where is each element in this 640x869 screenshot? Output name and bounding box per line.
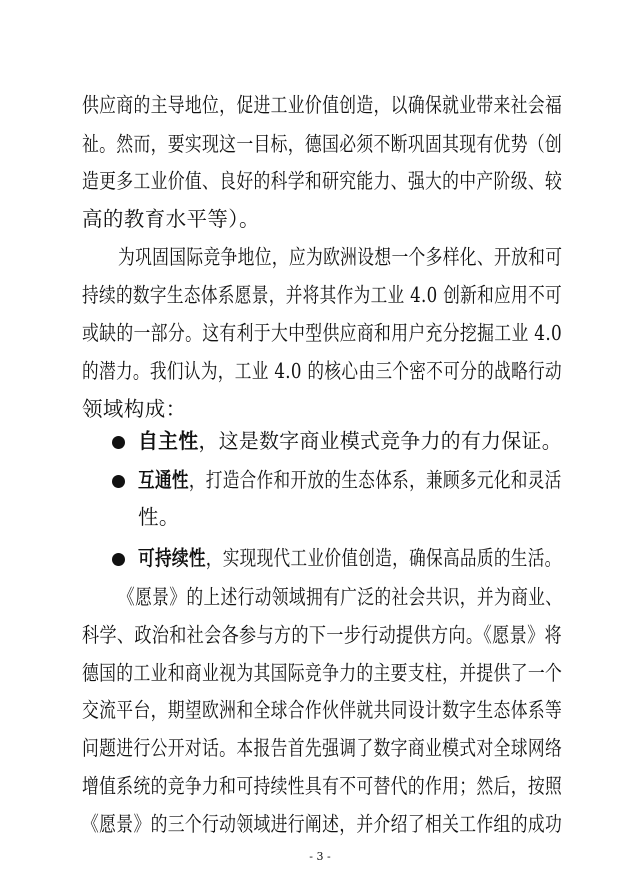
bullet-item-interoperability <box>138 466 562 494</box>
paragraph-3-line-6: 增值系统的竞争力和可持续性具有不可替代的作用；然后，按照 <box>82 774 563 798</box>
paragraph-3-line-2: 科学、政治和社会各参与方的下一步行动提供方向。《愿景》将 <box>82 623 562 647</box>
bullet-dot <box>112 436 125 449</box>
bullet-item-sustainability <box>138 544 562 572</box>
paragraph-1-line-1: 供应商的主导地位，促进工业价值创造，以确保就业带来社会福 <box>82 93 563 117</box>
paragraph-2-line-2: 持续的数字生态体系愿景，并将其作为工业 4.0 创新和应用不可 <box>82 283 563 307</box>
bullet-term: 互通性 <box>138 468 189 492</box>
paragraph-1-line-2: 祉。然而，要实现这一目标，德国必须不断巩固其现有优势（创 <box>82 132 563 156</box>
page-number: - 3 - <box>309 850 331 863</box>
paragraph-2-line-4: 的潜力。我们认为，工业 4.0 的核心由三个密不可分的战略行动 <box>82 359 563 383</box>
bullet-continuation: 性。 <box>138 505 180 529</box>
bullet-dot <box>112 553 125 566</box>
paragraph-3-line-1: 《愿景》的上述行动领域拥有广泛的社会共识，并为商业、 <box>118 585 563 609</box>
paragraph-3-line-7: 《愿景》的三个行动领域进行阐述，并介绍了相关工作组的成功 <box>82 812 563 836</box>
paragraph-1-line-4: 高的教育水平等）。 <box>82 207 260 231</box>
bullet-term: 可持续性 <box>138 546 206 570</box>
paragraph-3-line-5: 问题进行公开对话。本报告首先强调了数字商业模式对全球网络 <box>82 736 563 760</box>
paragraph-3-line-3: 德国的工业和商业视为其国际竞争力的主要支柱，并提供了一个 <box>82 661 563 685</box>
bullet-text: ，实现现代工业价值创造，确保高品质的生活。 <box>205 546 562 570</box>
bullet-text: ，这是数字商业模式竞争力的有力保证。 <box>198 429 562 453</box>
paragraph-1-line-3: 造更多工业价值、良好的科学和研究能力、强大的中产阶级、较 <box>82 169 563 193</box>
bullet-text: ，打造合作和开放的生态体系，兼顾多元化和灵活 <box>188 468 562 492</box>
paragraph-2-line-5: 领域构成： <box>82 397 187 421</box>
bullet-dot <box>112 475 125 488</box>
bullet-item-autonomy <box>138 427 562 455</box>
bullet-term: 自主性 <box>138 429 199 453</box>
paragraph-2-line-1: 为巩固国际竞争地位，应为欧洲设想一个多样化、开放和可 <box>118 245 563 269</box>
paragraph-3-line-4: 交流平台，期望欧洲和全球合作伙伴就共同设计数字生态体系等 <box>82 698 563 722</box>
paragraph-2-line-3: 或缺的一部分。这有利于大中型供应商和用户充分挖掘工业 4.0 <box>82 321 563 345</box>
